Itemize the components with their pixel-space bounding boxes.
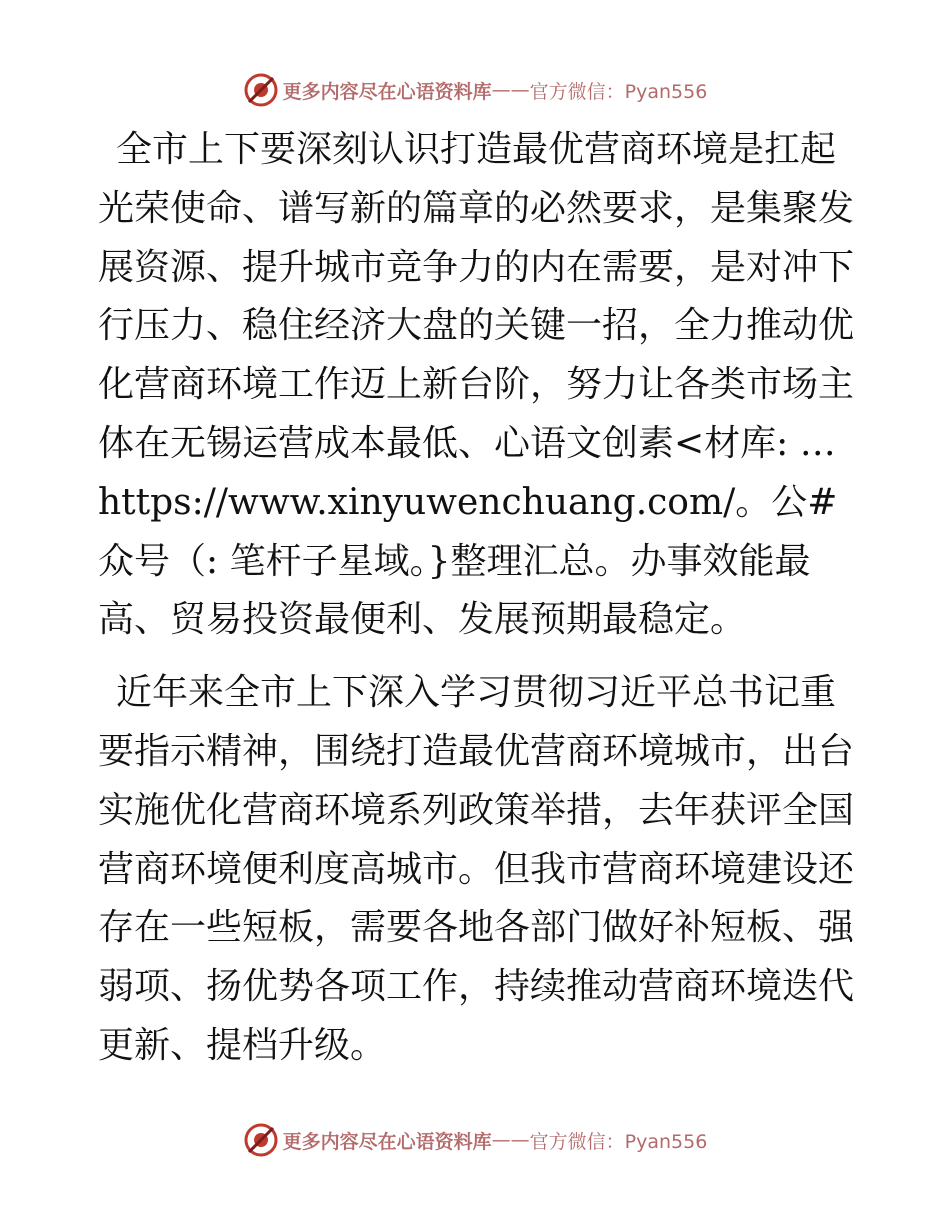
header-banner-wechat: 官方微信：Pyan556 [529, 80, 708, 103]
logo-icon [243, 72, 279, 108]
header-watermark-banner [0, 70, 950, 110]
footer-banner-wechat: 官方微信：Pyan556 [529, 1130, 708, 1153]
document-body [98, 121, 858, 1076]
header-banner-dash: —— [491, 79, 530, 101]
footer-banner-main-text: 更多内容尽在心语资料库 [282, 1130, 492, 1153]
logo-icon [243, 1122, 279, 1158]
paragraph-2: 近年来全市上下深入学习贯彻习近平总书记重要指示精神，围绕打造最优营商环境城市，出台实施优化营商环境系列政策举措，去年获评全国营商环境便利度高城市。但我市营商环境建设还存在一些短板，需要各地各部门做好补短板、强弱项、扬优势各项工作，持续推动营商环境迭代更新、提档升级。 [98, 672, 855, 1066]
header-banner-main-text: 更多内容尽在心语资料库 [282, 80, 492, 103]
paragraph-1: 全市上下要深刻认识打造最优营商环境是扛起光荣使命、谱写新的篇章的必然要求，是集聚发展资源、提升城市竞争力的内在需要，是对冲下行压力、稳住经济大盘的关键一招，全力推动优化营商环境工作迈上新台阶，努力让各类市场主体在无锡运营成本最低、心语文创素<材库: …https://www.xinyuwenchuang.com/。公#众号（: 笔杆子星域。}整理汇总。办事效能最高、贸易投资最便利、发展预期最稳定。 [98, 129, 855, 641]
footer-banner-dash: —— [491, 1129, 530, 1151]
footer-watermark-banner [0, 1120, 950, 1160]
